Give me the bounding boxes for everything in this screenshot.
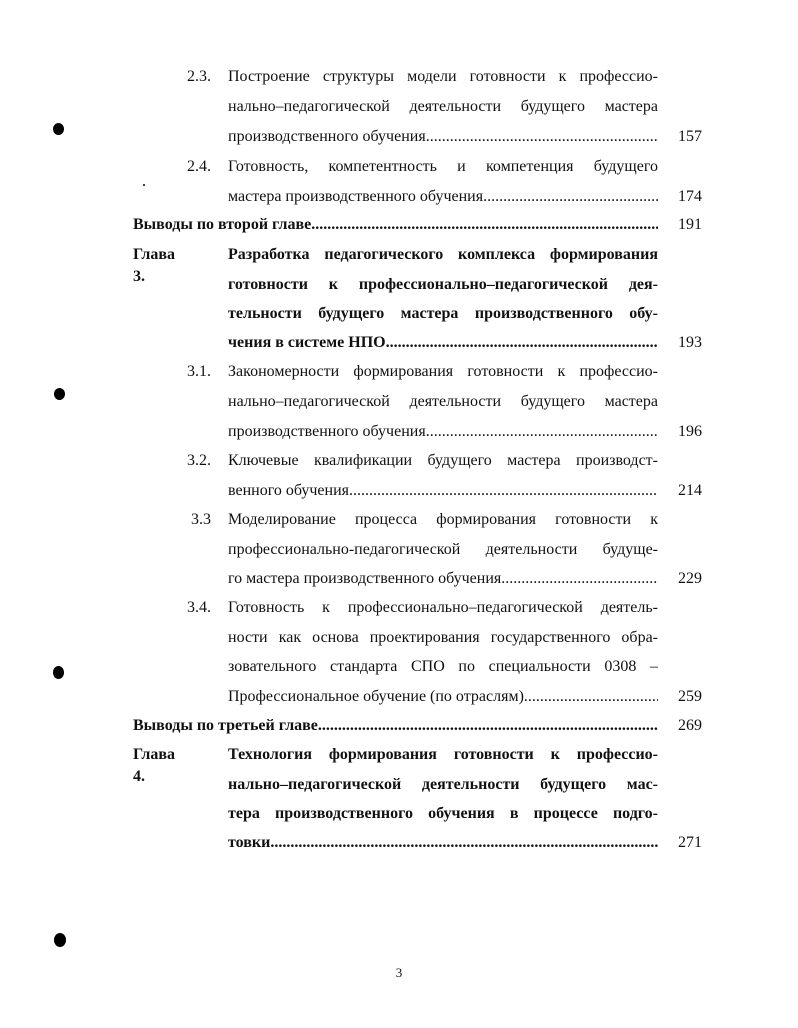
toc-line: Технология формирования готовности к профессио- — [228, 746, 658, 763]
dot-leader — [311, 214, 658, 236]
section-number: 2.3. — [187, 68, 211, 85]
scan-speck — [54, 388, 65, 400]
toc-line: Закономерности формирования готовности к профессио- — [228, 363, 658, 380]
section-number: 3.2. — [187, 452, 211, 469]
dot-leader — [483, 186, 658, 208]
dot-leader — [524, 686, 658, 708]
toc-line-leader — [133, 214, 658, 236]
toc-line: производственного обучения — [228, 423, 426, 440]
scan-speck — [53, 666, 64, 679]
toc-line: тельности будущего мастера производственного обу- — [228, 305, 658, 322]
toc-line: Готовность, компетентность и компетенция будущего — [228, 158, 658, 175]
toc-line: нально–педагогической деятельности будущего мастера — [228, 393, 658, 410]
toc-line: Профессиональное обучение (по отраслям) — [228, 688, 524, 705]
toc-line: тера производственного обучения в процессе подго- — [228, 805, 658, 822]
page-ref: 269 — [678, 717, 702, 734]
toc-line-leader — [228, 186, 658, 208]
toc-line: нально–педагогической деятельности будущего мас- — [228, 776, 658, 793]
toc-line-leader — [228, 421, 658, 443]
section-number: 2.4. — [187, 158, 211, 175]
toc-line: мастера производственного обучения — [228, 188, 484, 205]
dot-leader — [426, 126, 658, 148]
conclusion-title: Выводы по второй главе — [133, 216, 312, 233]
chapter-number: Глава 3. — [133, 246, 175, 285]
toc-line-leader — [228, 332, 658, 354]
toc-line: го мастера производственного обучения — [228, 570, 502, 587]
chapter-number: Глава 4. — [133, 746, 175, 785]
section-number: 3.3 — [191, 511, 211, 528]
page-ref: 214 — [678, 482, 702, 499]
toc-line: чения в системе НПО — [228, 334, 386, 351]
scan-speck — [53, 123, 64, 135]
toc-line-leader — [228, 832, 658, 854]
dot-leader — [426, 421, 658, 443]
page-ref: 157 — [678, 128, 702, 145]
dot-leader — [501, 568, 658, 590]
toc-line: ности как основа проектирования государственного обра- — [228, 629, 658, 646]
toc-line: Моделирование процесса формирования готовности к — [228, 511, 658, 528]
toc-line: Построение структуры модели готовности к профессио- — [228, 68, 658, 85]
section-number: 3.1. — [187, 363, 211, 380]
page-ref: 174 — [678, 188, 702, 205]
toc-line-leader — [228, 686, 658, 708]
toc-line-leader — [228, 568, 658, 590]
section-number: 3.4. — [187, 599, 211, 616]
page-number: 3 — [395, 965, 403, 980]
toc-line: Ключевые квалификации будущего мастера производст- — [228, 452, 658, 469]
toc-line-leader — [228, 126, 658, 148]
toc-line: производственного обучения — [228, 128, 426, 145]
dot-leader — [349, 480, 658, 502]
toc-line: нально–педагогической деятельности будущего мастера — [228, 98, 658, 115]
toc-line-leader — [228, 480, 658, 502]
conclusion-title: Выводы по третьей главе — [133, 717, 318, 734]
toc-line-leader — [133, 715, 658, 737]
page-ref: 196 — [678, 423, 702, 440]
toc-line: профессионально-педагогической деятельности будуще- — [228, 541, 658, 558]
page-ref: 259 — [678, 688, 702, 705]
page-ref: 271 — [678, 834, 702, 851]
toc-line: зовательного стандарта СПО по специальности 0308 – — [228, 658, 658, 675]
scan-speck — [143, 184, 145, 186]
page-ref: 193 — [678, 334, 702, 351]
toc-line: товки — [228, 834, 271, 851]
page-ref: 191 — [678, 216, 702, 233]
dot-leader — [318, 715, 658, 737]
toc-line: Готовность к профессионально–педагогической деятель- — [228, 599, 658, 616]
dot-leader — [386, 332, 658, 354]
toc-line: Разработка педагогического комплекса формирования — [228, 246, 658, 263]
toc-line: венного обучения — [228, 482, 350, 499]
scan-speck — [54, 933, 66, 947]
page-ref: 229 — [678, 570, 702, 587]
dot-leader — [270, 832, 658, 854]
toc-line: готовности к профессионально–педагогической дея- — [228, 276, 658, 293]
